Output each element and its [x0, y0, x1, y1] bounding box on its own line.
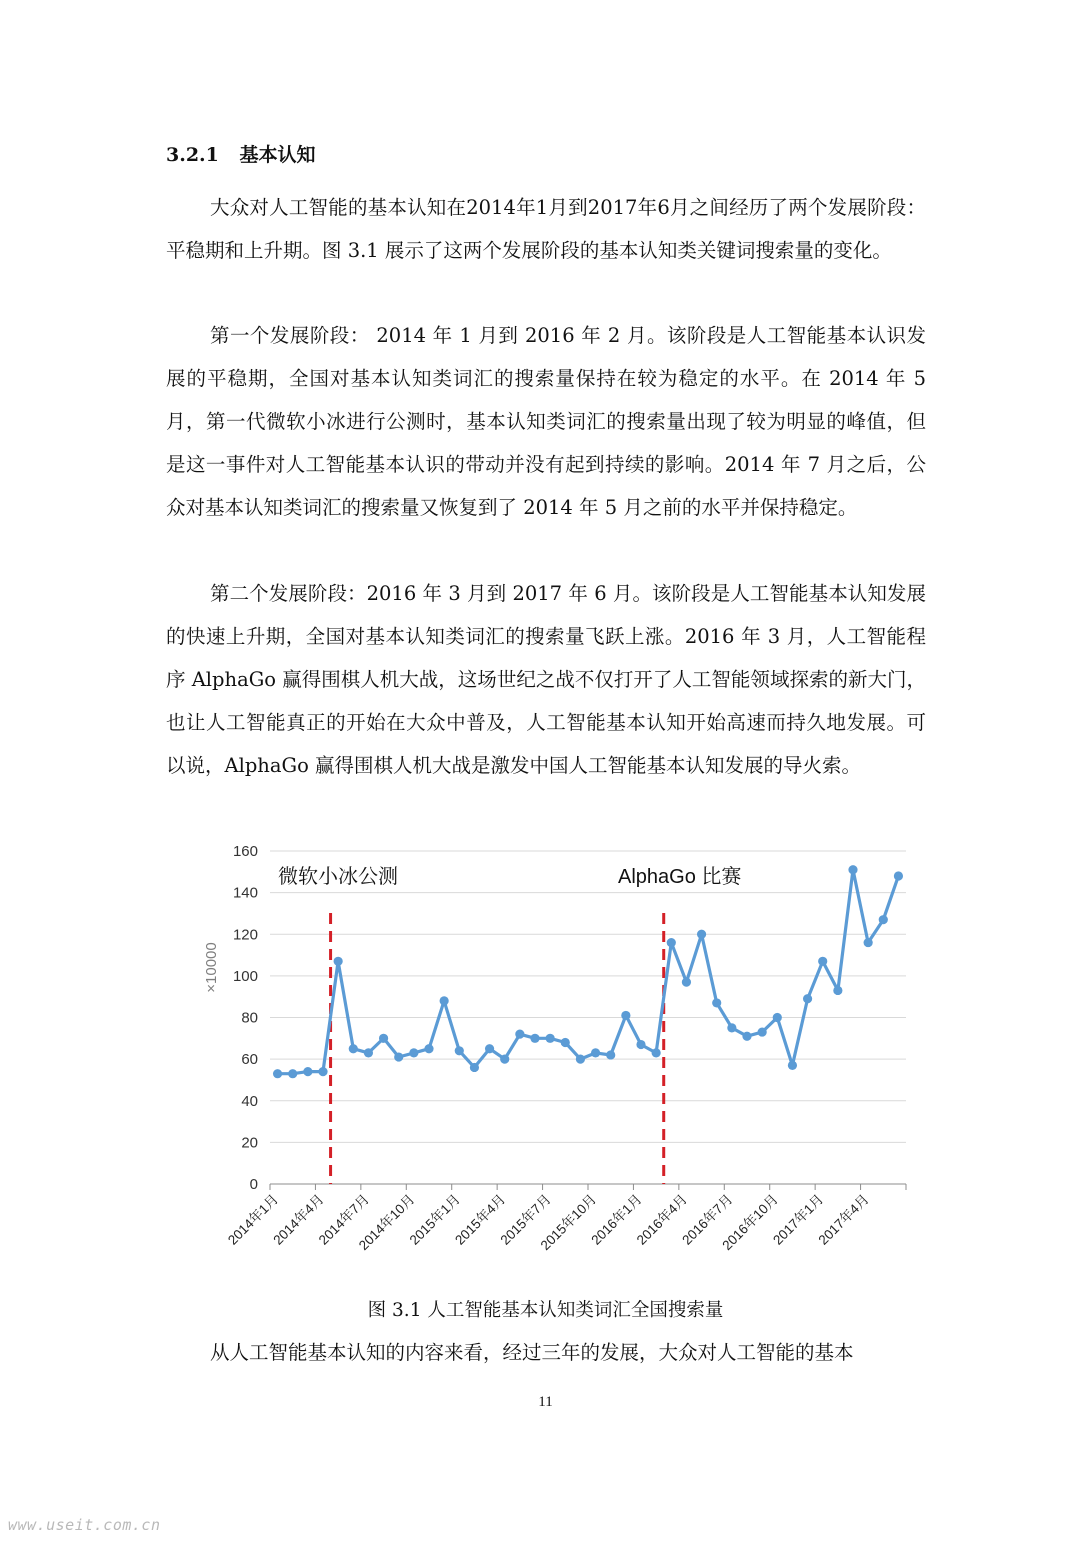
data-point — [742, 1032, 751, 1041]
data-point — [455, 1046, 464, 1055]
data-point — [879, 915, 888, 924]
y-tick-label: 20 — [241, 1134, 258, 1152]
watermark: www.useit.com.cn — [8, 1516, 161, 1534]
x-tick-label: 2015年7月 — [497, 1191, 554, 1248]
x-tick-label: 2016年1月 — [588, 1191, 645, 1248]
data-point — [864, 938, 873, 947]
data-point — [515, 1030, 524, 1039]
y-tick-label: 0 — [249, 1176, 258, 1193]
paragraph: 第二个发展阶段：2016 年 3 月到 2017 年 6 月。该阶段是人工智能基本认知发展的快速上升期，全国对基本认知类词汇的搜索量飞跃上涨。2016 年 3 月，人工智能程序 AlphaGo 赢得围棋人机大战，这场世纪之战不仅打开了人工智能领域探索的新大门，也让人工智能真正的开始在大众中普及，人工智能基本认知开始高速而持久地发展。可以说，AlphaGo 赢得围棋人机大战是激发中国人工智能基本认知发展的导火索。 — [166, 582, 926, 777]
x-tick-label: 2017年1月 — [770, 1191, 827, 1248]
y-tick-label: 140 — [232, 884, 258, 902]
data-point — [546, 1034, 555, 1043]
y-tick-label: 80 — [241, 1009, 258, 1027]
data-point — [561, 1038, 570, 1047]
x-tick-label: 2014年4月 — [270, 1191, 327, 1248]
section-heading — [166, 140, 316, 167]
data-point — [334, 957, 343, 966]
y-tick-label: 120 — [232, 926, 258, 944]
section-number: 3.2.1 — [166, 144, 219, 166]
data-point — [318, 1067, 327, 1076]
y-tick-label: 100 — [232, 967, 258, 985]
data-point — [424, 1044, 433, 1053]
data-point — [652, 1048, 661, 1057]
y-axis-title: ×10000 — [203, 942, 220, 993]
paragraph: 大众对人工智能的基本认知在2014年1月到2017年6月之间经历了两个发展阶段：平稳期和上升期。图 3.1 展示了这两个发展阶段的基本认知类关键词搜索量的变化。 — [166, 196, 926, 262]
data-point — [636, 1040, 645, 1049]
data-point — [606, 1050, 615, 1059]
data-point — [485, 1044, 494, 1053]
data-point — [303, 1067, 312, 1076]
data-point — [440, 996, 449, 1005]
data-point — [833, 986, 842, 995]
x-tick-label: 2015年4月 — [452, 1191, 509, 1248]
data-point — [682, 978, 691, 987]
data-point — [803, 994, 812, 1003]
figure-caption: 图 3.1 人工智能基本认知类词汇全国搜索量 — [367, 1300, 724, 1321]
y-tick-label: 160 — [232, 843, 258, 860]
data-point — [288, 1069, 297, 1078]
data-point — [621, 1011, 630, 1020]
x-tick-label: 2016年4月 — [633, 1191, 691, 1248]
x-tick-label: 2014年7月 — [315, 1191, 373, 1248]
event-label: AlphaGo 比赛 — [618, 866, 742, 888]
data-point — [349, 1044, 358, 1053]
x-tick-label: 2015年10月 — [537, 1191, 600, 1254]
data-point — [773, 1013, 782, 1022]
paragraph: 从人工智能基本认知的内容来看，经过三年的发展，大众对人工智能的基本 — [210, 1341, 854, 1364]
x-tick-label: 2016年7月 — [679, 1191, 736, 1248]
x-tick-label: 2014年1月 — [224, 1191, 282, 1248]
data-point — [576, 1055, 585, 1064]
data-point — [788, 1061, 797, 1070]
data-point — [379, 1034, 388, 1043]
data-point — [500, 1055, 509, 1064]
data-point — [818, 957, 827, 966]
page-number: 11 — [538, 1394, 553, 1410]
data-point — [470, 1063, 479, 1072]
series-line — [278, 870, 899, 1074]
event-label: 微软小冰公测 — [278, 866, 398, 888]
data-point — [394, 1052, 403, 1061]
x-tick-label: 2014年10月 — [355, 1191, 418, 1254]
x-tick-label: 2017年4月 — [815, 1191, 872, 1248]
data-point — [273, 1069, 282, 1078]
data-point — [530, 1034, 539, 1043]
data-point — [727, 1023, 736, 1032]
x-tick-label: 2016年10月 — [719, 1191, 781, 1254]
section-title: 基本认知 — [239, 144, 316, 166]
data-point — [364, 1048, 373, 1057]
data-point — [712, 998, 721, 1007]
y-tick-label: 60 — [241, 1051, 258, 1069]
data-point — [409, 1048, 418, 1057]
search-volume-chart — [196, 838, 926, 1288]
x-tick-label: 2015年1月 — [406, 1191, 463, 1248]
data-point — [591, 1048, 600, 1057]
paragraph: 第一个发展阶段： 2014 年 1 月到 2016 年 2 月。该阶段是人工智能基本认识发展的平稳期，全国对基本认知类词汇的搜索量保持在较为稳定的水平。在 2014 年 5 月，第一代微软小冰进行公测时，基本认知类词汇的搜索量出现了较为明显的峰值，但是这一事件对人工智能基本认识的带动并没有起到持续的影响。2014 年 7 月之后，公众对基本认知类词汇的搜索量又恢复到了 2014 年 5 月之前的水平并保持稳定。 — [166, 324, 926, 519]
data-point — [848, 865, 857, 874]
data-point — [758, 1027, 767, 1036]
data-point — [667, 938, 676, 947]
y-tick-label: 40 — [241, 1092, 258, 1110]
data-point — [894, 871, 903, 880]
data-point — [697, 930, 706, 939]
chart-svg — [196, 838, 926, 1288]
